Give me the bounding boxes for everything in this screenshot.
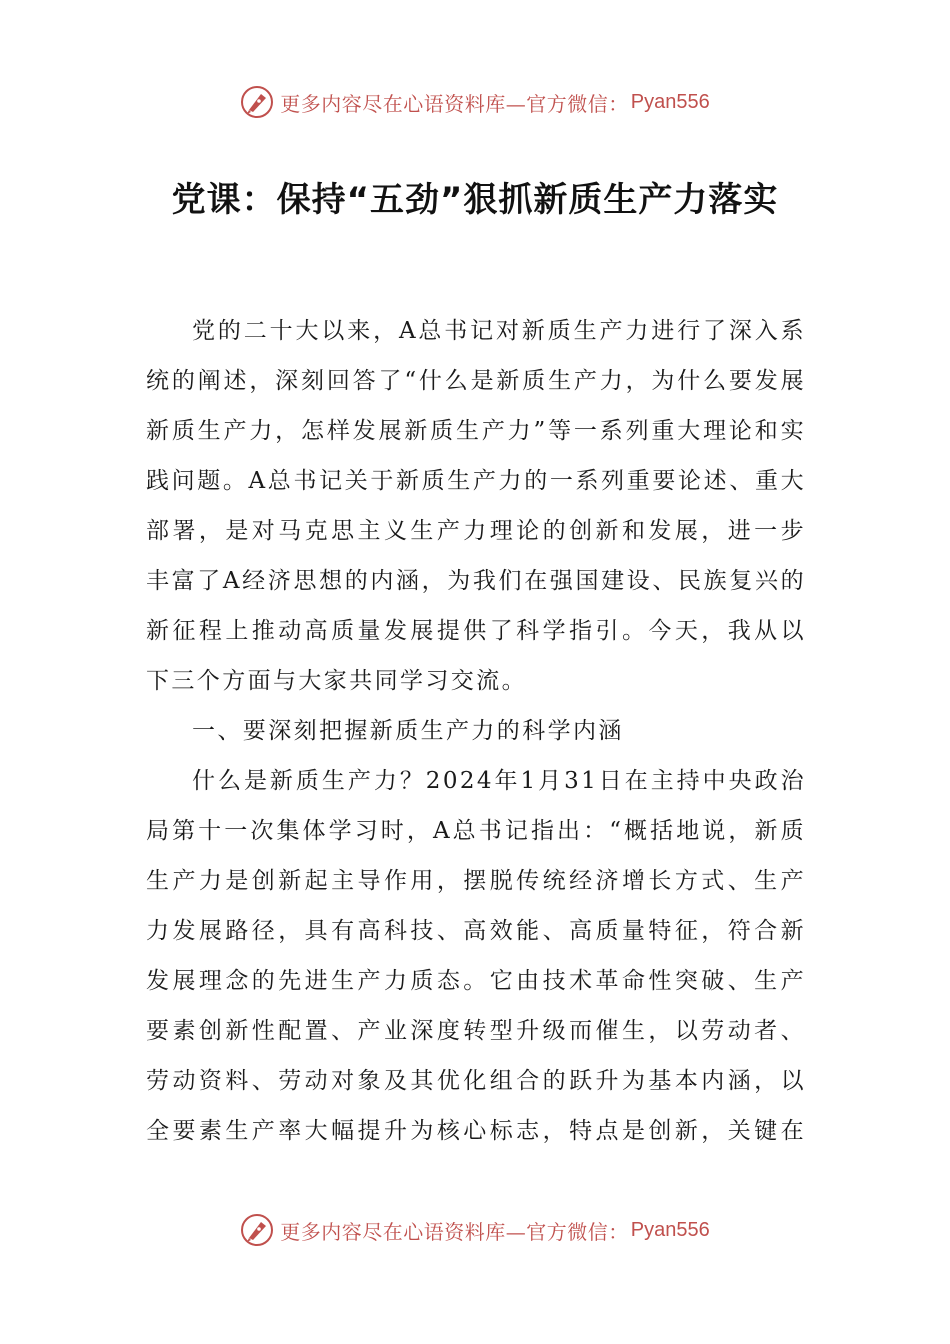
watermark-text: 更多内容尽在心语资料库—官方微信： xyxy=(280,91,629,116)
watermark-text: 更多内容尽在心语资料库—官方微信： xyxy=(280,1219,629,1244)
paragraph-definition: 什么是新质生产力？2024年1月31日在主持中央政治局第十一次集体学习时，A总书记指出：“概括地说，新质生产力是创新起主导作用，摆脱传统经济增长方式、生产力发展路径，具有高科技、高效能、高质量特征，符合新发展理念的先进生产力质态。它由技术革命性突破、生产要素创新性配置、产业深度转型升级而催生，以劳动者、劳动资料、劳动对象及其优化组合的跃升为基本内涵，以全要素生产率大幅提升为核心标志，特点是创新，关键在 xyxy=(146,768,806,1144)
document-title: 党课：保持“五劲”狠抓新质生产力落实 xyxy=(171,180,779,220)
wechat-id: Pyan556 xyxy=(630,90,710,113)
footer-watermark xyxy=(0,1212,950,1248)
document-body xyxy=(146,306,806,1156)
pen-nib-icon xyxy=(240,85,274,119)
header-watermark xyxy=(0,84,950,120)
wechat-id: Pyan556 xyxy=(630,1218,710,1241)
section-heading-1: 一、要深刻把握新质生产力的科学内涵 xyxy=(192,718,624,744)
pen-nib-icon xyxy=(240,1213,274,1247)
paragraph-intro: 党的二十大以来，A总书记对新质生产力进行了深入系统的阐述，深刻回答了“什么是新质生产力，为什么要发展新质生产力，怎样发展新质生产力”等一系列重大理论和实践问题。A总书记关于新质生产力的一系列重要论述、重大部署，是对马克思主义生产力理论的创新和发展，进一步丰富了A经济思想的内涵，为我们在强国建设、民族复兴的新征程上推动高质量发展提供了科学指引。今天，我从以下三个方面与大家共同学习交流。 xyxy=(146,318,806,694)
